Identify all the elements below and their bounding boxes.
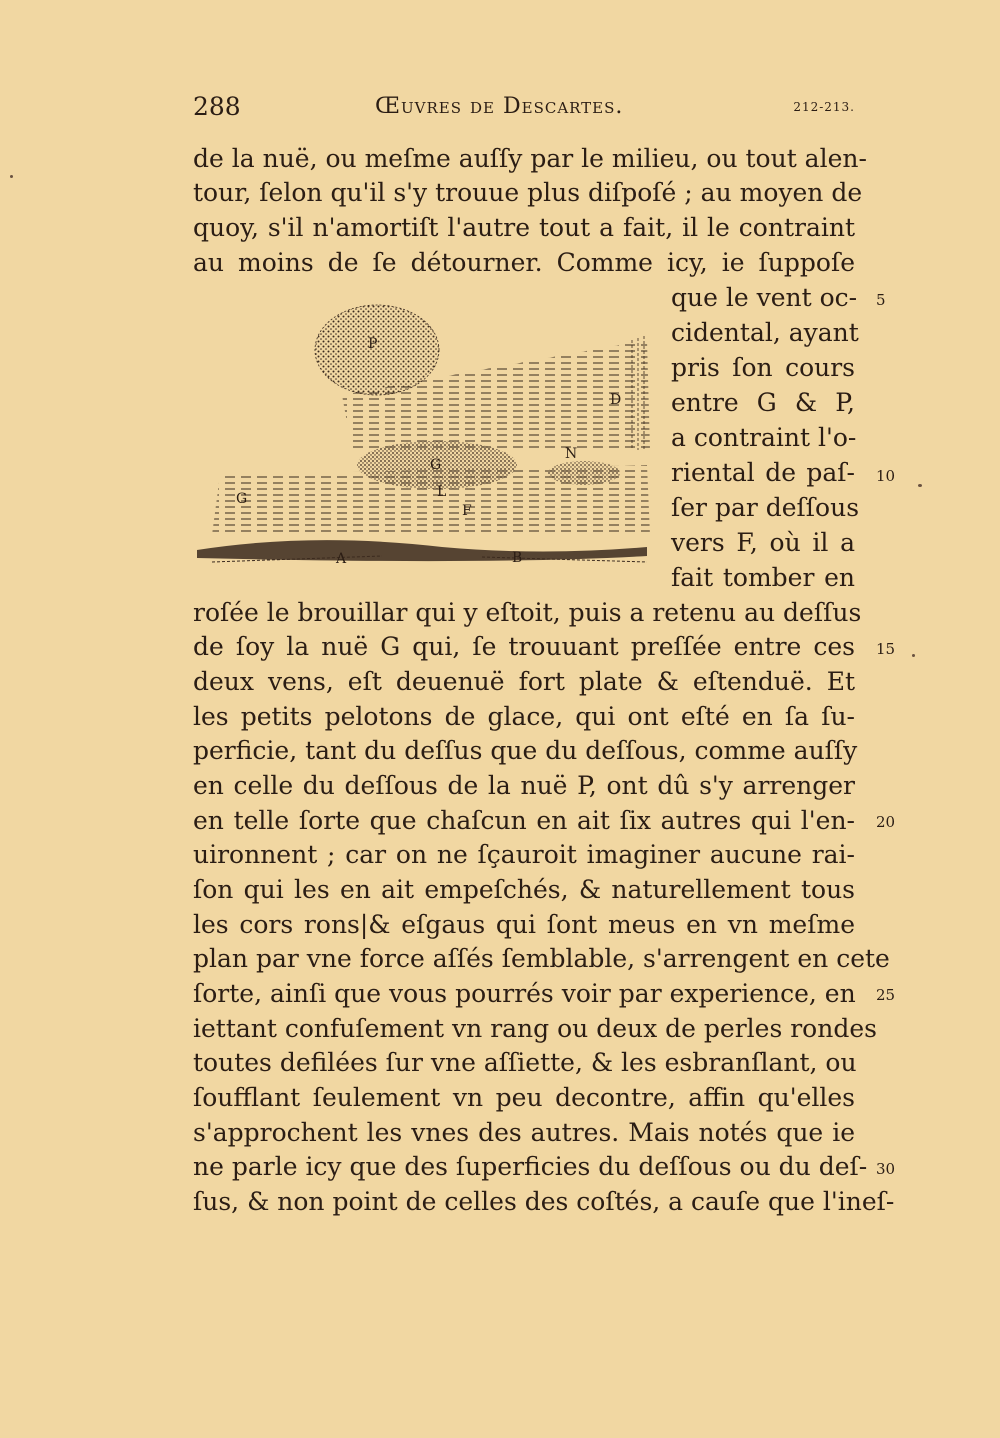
- text-line: entre G & P,: [671, 388, 855, 417]
- line-number: 15: [876, 640, 896, 658]
- running-title: Œuvres de Descartes.: [375, 94, 624, 119]
- engraving-drawing: [192, 300, 655, 575]
- figure-label-g-left: G: [236, 491, 248, 507]
- text-line: au moins de ſe détourner. Comme icy, ie ſuppoſe: [193, 248, 855, 277]
- page-number: 288: [193, 92, 241, 121]
- text-line: iettant confuſement vn rang ou deux de perles rondes: [193, 1014, 877, 1043]
- figure-label-a: A: [336, 551, 347, 567]
- cloud-engraving: [192, 300, 655, 575]
- text-line: ſorte, ainſi que vous pourrés voir par experience, en: [193, 979, 856, 1008]
- text-line: deux vens, eſt deuenuë fort plate & eſtenduë. Et: [193, 667, 855, 696]
- text-line: les cors rons|& eſgaus qui ſont meus en vn meſme: [193, 910, 855, 939]
- text-line: toutes defilées ſur vne aſſiette, & les esbranſlant, ou: [193, 1048, 857, 1077]
- text-line: cidental, ayant: [671, 318, 859, 347]
- text-line: les petits pelotons de glace, qui ont eſté en ſa ſu-: [193, 702, 855, 731]
- page-header: [193, 92, 855, 126]
- text-line: ne parle icy que des ſuperficies du deſſous ou du deſ-: [193, 1152, 868, 1181]
- text-line: quoy, s'il n'amortiſt l'autre tout a fait, il le contraint: [193, 213, 855, 242]
- text-line: de ſoy la nuë G qui, ſe trouuant preſſée entre ces: [193, 632, 855, 661]
- figure-label-b: B: [512, 550, 523, 566]
- figure-label-f: F: [462, 503, 472, 519]
- figure-label-g-cloud: G: [430, 457, 442, 473]
- text-line: fait tomber en: [671, 563, 855, 592]
- text-line: ſoufflant ſeulement vn peu decontre, affin qu'elles: [193, 1083, 855, 1112]
- text-line: s'approchent les vnes des autres. Mais notés que ie: [193, 1118, 855, 1147]
- figure-label-n: N: [565, 446, 578, 462]
- line-number: 5: [876, 291, 886, 309]
- line-number: 30: [876, 1160, 896, 1178]
- text-line: riental de paſ-: [671, 458, 855, 487]
- text-line: a contraint l'o-: [671, 423, 857, 452]
- text-line: tour, ſelon qu'il s'y trouue plus diſpoſé ; au moyen de: [193, 178, 863, 207]
- text-line: roſée le brouillar qui y eſtoit, puis a retenu au deſſus: [193, 598, 862, 627]
- text-line: pris ſon cours: [671, 353, 855, 382]
- line-number: 10: [876, 467, 896, 485]
- text-line: en celle du deſſous de la nuë P, ont dû s'y arrenger: [193, 771, 855, 800]
- text-line: en telle ſorte que chaſcun en ait ſix autres qui l'en-: [193, 806, 855, 835]
- paper-speck: [10, 175, 13, 178]
- figure-label-l: L: [437, 484, 447, 500]
- text-line: de la nuë, ou meſme auſſy par le milieu, ou tout alen-: [193, 144, 867, 173]
- text-line: uironnent ; car on ne ſçauroit imaginer aucune rai-: [193, 840, 855, 869]
- line-number: 20: [876, 813, 896, 831]
- page-reference: 212-213.: [793, 100, 855, 114]
- text-line: ſon qui les en ait empeſchés, & naturellement tous: [193, 875, 855, 904]
- text-line: vers F, où il a: [671, 528, 855, 557]
- paper-speck: [918, 484, 922, 487]
- figure-label-d: D: [610, 392, 622, 408]
- text-line: perficie, tant du deſſus que du deſſous, comme auſſy: [193, 736, 858, 765]
- figure-label-p: P: [368, 336, 378, 352]
- paper-speck: [912, 654, 915, 657]
- line-number: 25: [876, 986, 896, 1004]
- text-line: plan par vne force aſſés ſemblable, s'arrengent en cete: [193, 944, 890, 973]
- text-line: ſus, & non point de celles des coſtés, a cauſe que l'ineſ-: [193, 1187, 895, 1216]
- text-line: ſer par deſſous: [671, 493, 860, 522]
- text-line: que le vent oc-: [671, 283, 858, 312]
